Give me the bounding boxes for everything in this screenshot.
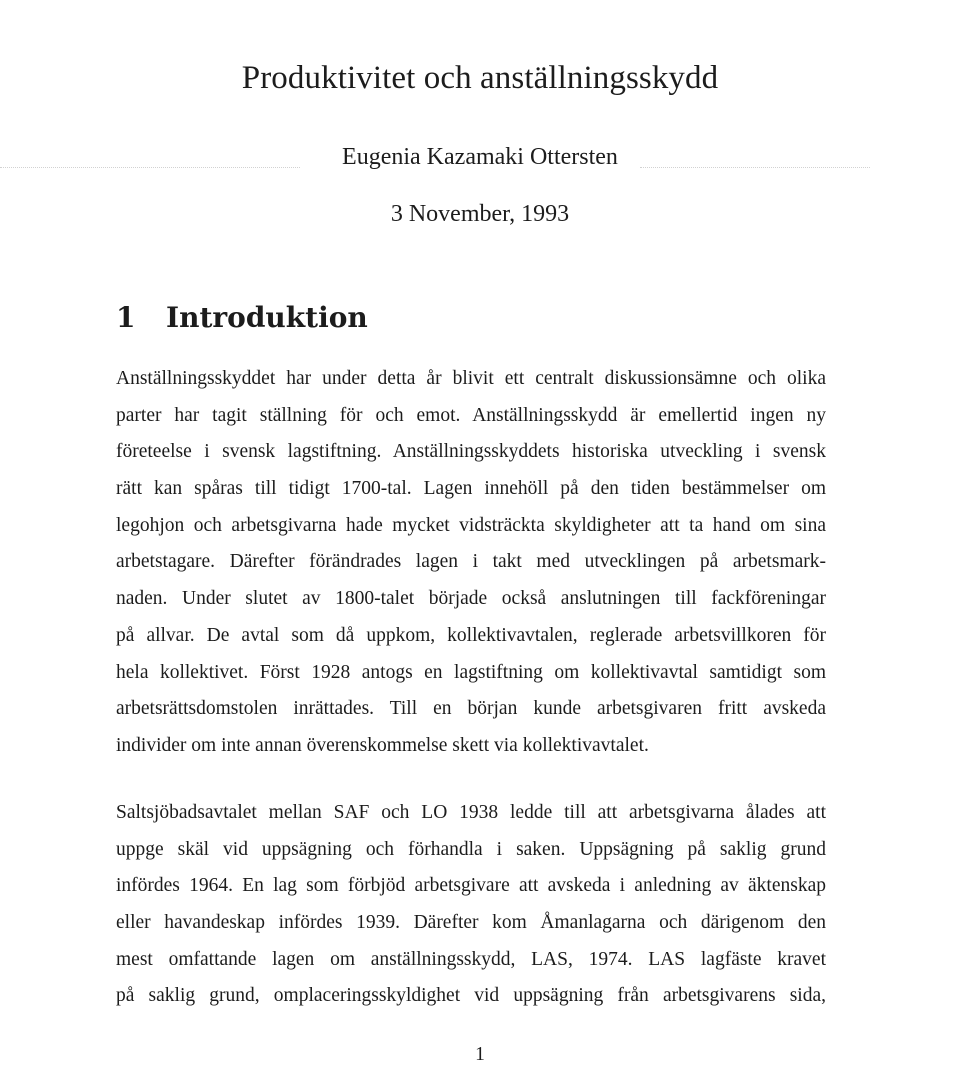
paragraph-line: infördes 1964. En lag som förbjöd arbetsgivare att avskeda i anledning av äktenskap <box>116 875 826 897</box>
paragraph-line: på allvar. De avtal som då uppkom, kollektivavtalen, reglerade arbetsvillkoren för <box>116 624 826 646</box>
paragraph-line: legohjon och arbetsgivarna hade mycket vidsträckta skyldigheter att ta hand om sina <box>116 514 826 536</box>
document-author: Eugenia Kazamaki Ottersten <box>342 144 618 170</box>
paragraph-line: parter har tagit ställning för och emot. Anställningsskydd är emellertid ingen ny <box>116 404 826 426</box>
paragraph-line: på saklig grund, omplaceringsskyldighet vid uppsägning från arbetsgivarens sida, <box>116 985 826 1007</box>
paragraph-line: eller havandeskap infördes 1939. Därefter kom Åmanlagarna och därigenom den <box>116 912 826 934</box>
paragraph-line: hela kollektivet. Först 1928 antogs en lagstiftning om kollektivavtal samtidigt som <box>116 661 826 683</box>
section-number: 1 <box>116 301 136 334</box>
document-title: Produktivitet och anställningsskydd <box>241 60 719 96</box>
section-title: Introduktion <box>166 301 368 334</box>
paragraph-line: individer om inte annan överenskommelse skett via kollektivavtalet. <box>116 734 649 756</box>
paragraph-1 <box>116 361 826 765</box>
paragraph-line: företeelse i svensk lagstiftning. Anställningsskyddets historiska utveckling i svensk <box>116 441 826 463</box>
paragraph-line: arbetsrättsdomstolen inrättades. Till en början kunde arbetsgivaren fritt avskeda <box>116 698 826 720</box>
paragraph-line: naden. Under slutet av 1800-talet började också anslutningen till fackföreningar <box>116 588 826 610</box>
paragraph-line: mest omfattande lagen om anställningsskydd, LAS, 1974. LAS lagfäste kravet <box>116 948 826 970</box>
page-number: 1 <box>475 1044 485 1065</box>
paragraph-2 <box>116 795 826 1015</box>
paragraph-line: Anställningsskyddet har under detta år blivit ett centralt diskussionsämne och olika <box>116 368 826 389</box>
paragraph-line: arbetstagare. Därefter förändrades lagen i takt med utvecklingen på arbetsmark- <box>116 551 826 573</box>
paragraph-line: rätt kan spåras till tidigt 1700-tal. Lagen innehöll på den tiden bestämmelser om <box>116 478 826 500</box>
paragraph-line: uppge skäl vid uppsägning och förhandla i saken. Uppsägning på saklig grund <box>116 838 826 860</box>
section-heading <box>116 301 368 334</box>
document-date: 3 November, 1993 <box>390 201 570 227</box>
paragraph-line: Saltsjöbadsavtalet mellan SAF och LO 1938 ledde till att arbetsgivarna ålades att <box>116 802 826 823</box>
